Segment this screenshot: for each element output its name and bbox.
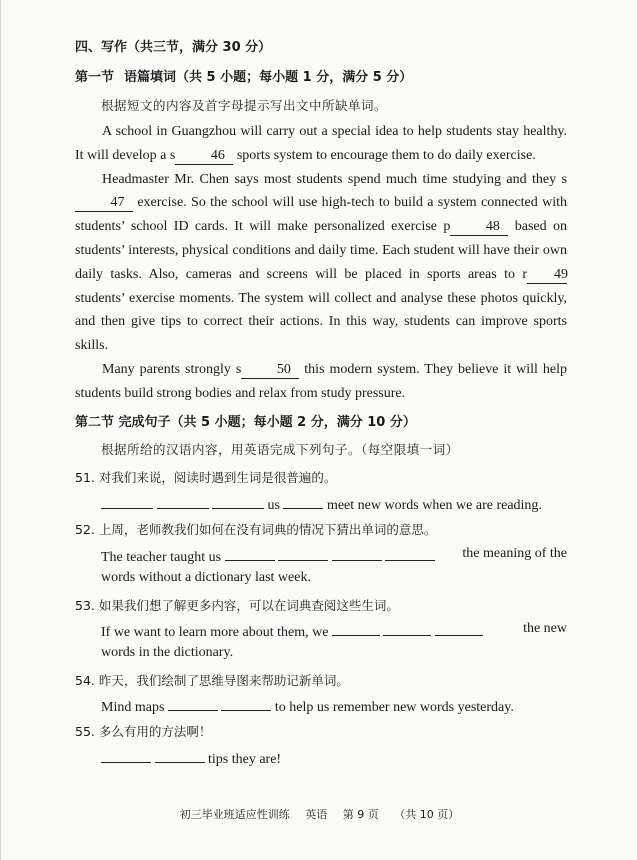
q52-blank-2[interactable] — [278, 546, 328, 561]
footer-total: （共 10 页） — [394, 808, 460, 821]
section1-subtitle: 语篇填词（共 5 小题；每小题 1 分，满分 5 分） — [124, 70, 413, 85]
q55-chinese: 55. 多么有用的方法啊！ — [75, 724, 212, 739]
q54-blank-1[interactable] — [168, 696, 218, 711]
q54-blank-2[interactable] — [221, 696, 271, 711]
blank-46[interactable]: 46 — [175, 147, 233, 165]
q53-english — [101, 621, 567, 641]
passage-paragraph-3 — [75, 358, 567, 406]
section2-title: 第二节 完成句子（共 5 小题；每小题 2 分，满分 10 分） — [75, 415, 416, 430]
passage-paragraph-1 — [75, 120, 567, 168]
section1-title — [75, 66, 412, 85]
q53-blank-1[interactable] — [332, 621, 380, 636]
section2-instruction: 根据所给的汉语内容，用英语完成下列句子。（每空限填一词） — [101, 442, 459, 457]
section1-instruction: 根据短文的内容及首字母提示写出文中所缺单词。 — [101, 98, 388, 113]
q51-blank-3[interactable] — [212, 494, 264, 509]
passage-text: sports system to encourage them to do daily exercise. — [233, 147, 536, 163]
footer-page: 第 9 页 — [342, 808, 379, 821]
blank-49[interactable]: 49 — [527, 266, 567, 284]
q52-chinese: 52. 上周，老师教我们如何在没有词典的情况下猜出单词的意思。 — [75, 522, 437, 537]
footer-title: 初三毕业班适应性训练 — [179, 808, 290, 821]
passage-paragraph-2 — [75, 168, 567, 358]
q51-english — [101, 494, 542, 514]
page-footer — [1, 806, 637, 822]
q52-blank-3[interactable] — [332, 546, 382, 561]
blank-50[interactable]: 50 — [241, 361, 299, 379]
passage-text: Headmaster Mr. Chen says most students spend much time studying and they s — [102, 171, 567, 187]
q53-blank-3[interactable] — [435, 621, 483, 636]
part-heading: 四、写作（共三节，满分 30 分） — [75, 40, 272, 55]
q51-chinese: 51. 对我们来说，阅读时遇到生词是很普遍的。 — [75, 470, 337, 485]
passage — [75, 120, 567, 406]
q55-english — [101, 748, 281, 768]
q53-blank-2[interactable] — [383, 621, 431, 636]
q51-text: meet new words when we are reading. — [326, 498, 542, 513]
q52-english-line2: words without a dictionary last week. — [101, 570, 311, 585]
passage-text: based on students’ interests, physical conditions and daily time. Each student will have their own daily tasks. Also, cameras and screens will be placed in sports areas to r — [75, 219, 567, 282]
q51-text: us — [267, 498, 280, 513]
passage-text: A school in Guangzhou will carry out a special idea to help students stay healthy. It will develop a s — [75, 124, 567, 163]
footer-subject: 英语 — [305, 808, 328, 821]
q54-text: Mind maps — [101, 700, 165, 715]
q53-text: If we want to learn more about them, we — [101, 625, 329, 640]
q55-blank-1[interactable] — [101, 748, 151, 763]
q52-text: the meaning of the — [462, 546, 567, 561]
q55-blank-2[interactable] — [155, 748, 205, 763]
q53-english-line2: words in the dictionary. — [101, 645, 234, 660]
q52-text: The teacher taught us — [101, 550, 222, 565]
q55-text: tips they are! — [208, 752, 282, 767]
q52-blank-4[interactable] — [385, 546, 435, 561]
q51-blank-2[interactable] — [157, 494, 209, 509]
q51-blank-4[interactable] — [283, 494, 323, 509]
blank-48[interactable]: 48 — [450, 218, 508, 236]
passage-text: this modern system. They believe it will help students build strong bodies and relax from study pressure. — [75, 361, 567, 401]
q54-text: to help us remember new words yesterday. — [274, 700, 514, 715]
blank-47[interactable]: 47 — [75, 194, 133, 212]
q54-english — [101, 696, 514, 716]
passage-text: exercise. So the school will use high-tech to build a system connected with students’ school ID cards. It will make personalized exercise p — [75, 195, 567, 235]
q52-english — [101, 546, 567, 566]
q54-chinese: 54. 昨天，我们绘制了思维导图来帮助记新单词。 — [75, 673, 349, 688]
passage-text: Many parents strongly s — [102, 361, 242, 377]
q52-blank-1[interactable] — [225, 546, 275, 561]
section1-label: 第一节 — [75, 70, 115, 85]
q53-chinese: 53. 如果我们想了解更多内容，可以在词典查阅这些生词。 — [75, 598, 399, 613]
q53-text: the new — [523, 621, 567, 636]
passage-text: students’ exercise moments. The system will collect and analyse these photos quickly, and then give tips to correct their actions. In this way, students can improve sports skills. — [75, 290, 567, 354]
q51-blank-1[interactable] — [101, 494, 153, 509]
